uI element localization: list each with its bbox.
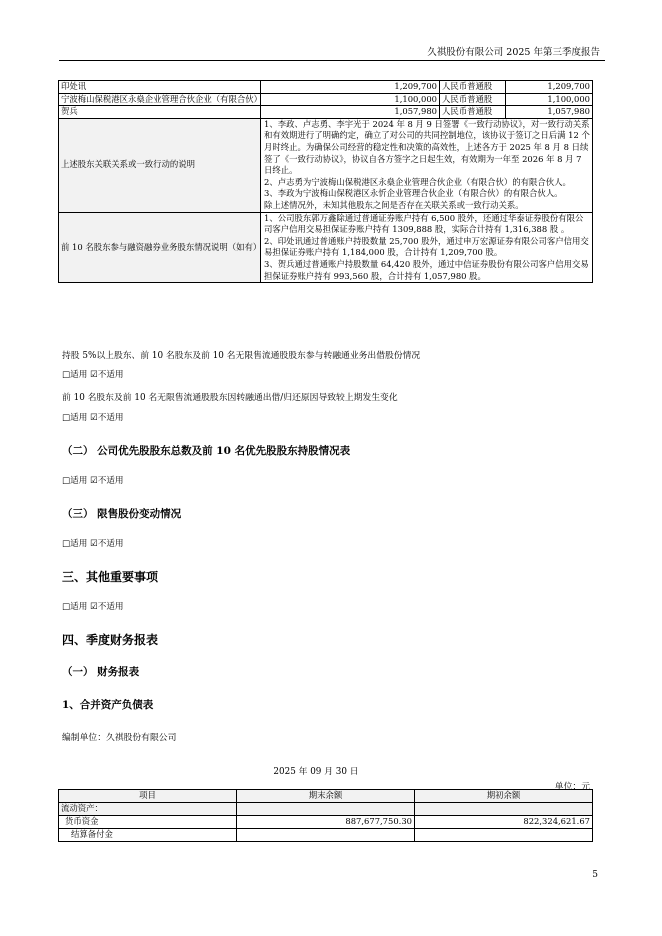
relations-description — [261, 118, 593, 212]
row-begin — [415, 803, 593, 816]
change-title: 前 10 名股东及前 10 名无限售流通股股东因转融通出借/归还原因导致较上期发生变化 — [62, 393, 398, 403]
table-header-row — [59, 790, 593, 803]
relations-line: 1、李政、卢志勇、李宇光于 2024 年 8 月 9 日签署《一致行动协议》，对一致行动关系和有效期进行了明确约定，确立了对公司的共同控制地位，该协议于签订之日后满 12 个月时终止。为确保公司经营的稳定性和决策的高效性，上述各方于 2025 年 8 月 8 日续签了《一致行动协议》，协议自各方签字之日起生效，有效期为一年至 2026 年 8 月 7 日终止。 — [264, 118, 590, 176]
section-statements-title: （一） 财务报表 — [62, 666, 140, 678]
share-type: 人民币普通股 — [440, 106, 506, 119]
shareholder-shares: 1,100,000 — [261, 93, 440, 106]
compiler: 编制单位：久祺股份有限公司 — [62, 733, 177, 743]
row-begin: 822,324,621.67 — [415, 816, 593, 829]
margin-line: 1、公司股东郭万鑫除通过普通证券账户持有 6,500 股外，还通过华泰证券股份有限公司客户信用交易担保证券账户持有 1309,888 股，实际合计持有 1,316,388 股 。 — [264, 212, 584, 235]
shareholder-shares: 1,209,700 — [261, 81, 440, 94]
table-row — [59, 81, 593, 94]
table-row — [59, 816, 593, 829]
column-header-item: 项目 — [59, 790, 237, 803]
relations-line: 3、李政为宁波梅山保税港区永忻企业管理合伙企业（有限合伙）的有限合伙人。 — [264, 188, 563, 199]
shareholder-name: 宁波梅山保税港区永燊企业管理合伙企业（有限合伙） — [59, 93, 261, 106]
page-header: 久祺股份有限公司 2025 年第三季度报告 — [427, 47, 600, 58]
section-restricted-title: （三） 限售股份变动情况 — [62, 508, 182, 520]
share-count: 1,209,700 — [506, 81, 593, 94]
share-type: 人民币普通股 — [440, 93, 506, 106]
report-date: 2025 年 09 月 30 日 — [273, 767, 359, 777]
lending-options: □适用 ☑不适用 — [62, 370, 124, 380]
shareholder-name: 贺兵 — [59, 106, 261, 119]
share-type: 人民币普通股 — [440, 81, 506, 94]
page-number: 5 — [592, 870, 598, 880]
column-header-end: 期末余额 — [237, 790, 415, 803]
row-end — [237, 829, 415, 842]
row-end — [237, 803, 415, 816]
margin-line: 2、印处讯通过普通账户持股数量 25,700 股外，通过申万宏源证券有限公司客户信用交易担保证券账户持有 1,184,000 股，合计持有 1,209,700 股。 — [264, 235, 589, 258]
relations-line: 2、卢志勇为宁波梅山保税港区永燊企业管理合伙企业（有限合伙）的有限合伙人。 — [264, 176, 571, 187]
margin-line: 3、贺兵通过普通账户持股数量 64,420 股外，通过中信证券股份有限公司客户信用交易担保证券账户持有 993,560 股，合计持有 1,057,980 股。 — [264, 258, 589, 281]
row-item: 货币资金 — [59, 816, 237, 829]
section-balance-title: 1、合并资产负债表 — [62, 699, 154, 711]
share-count: 1,057,980 — [506, 106, 593, 119]
shareholders-table — [58, 80, 593, 283]
table-row — [59, 118, 593, 212]
shareholder-shares: 1,057,980 — [261, 106, 440, 119]
preferred-options: □适用 ☑不适用 — [62, 476, 124, 486]
table-row — [59, 803, 593, 816]
shareholder-name: 印处讯 — [59, 81, 261, 94]
margin-description — [261, 212, 593, 283]
restricted-options: □适用 ☑不适用 — [62, 539, 124, 549]
column-header-begin: 期初余额 — [415, 790, 593, 803]
section-financial-title: 四、季度财务报表 — [62, 633, 159, 647]
row-item: 流动资产： — [59, 803, 237, 816]
section-preferred-title: （二） 公司优先股股东总数及前 10 名优先股股东持股情况表 — [62, 445, 351, 457]
relations-label: 上述股东关联关系或一致行动的说明 — [59, 118, 261, 212]
row-end: 887,677,750.30 — [237, 816, 415, 829]
table-row — [59, 212, 593, 283]
margin-label: 前 10 名股东参与融资融券业务股东情况说明（如有） — [59, 212, 261, 283]
change-options: □适用 ☑不适用 — [62, 413, 124, 423]
other-options: □适用 ☑不适用 — [62, 602, 124, 612]
row-begin — [415, 829, 593, 842]
share-count: 1,100,000 — [506, 93, 593, 106]
relations-line: 除上述情况外，未知其他股东之间是否存在关联关系或一致行动关系。 — [264, 199, 524, 210]
balance-sheet-table — [58, 789, 593, 842]
header-rule — [59, 60, 605, 61]
table-row — [59, 829, 593, 842]
row-item: 结算备付金 — [59, 829, 237, 842]
table-row — [59, 106, 593, 119]
section-other-title: 三、其他重要事项 — [62, 570, 159, 584]
unit-label: 单位：元 — [554, 782, 590, 792]
lending-title: 持股 5%以上股东、前 10 名股东及前 10 名无限售流通股股东参与转融通业务出借股份情况 — [62, 351, 421, 361]
table-row — [59, 93, 593, 106]
